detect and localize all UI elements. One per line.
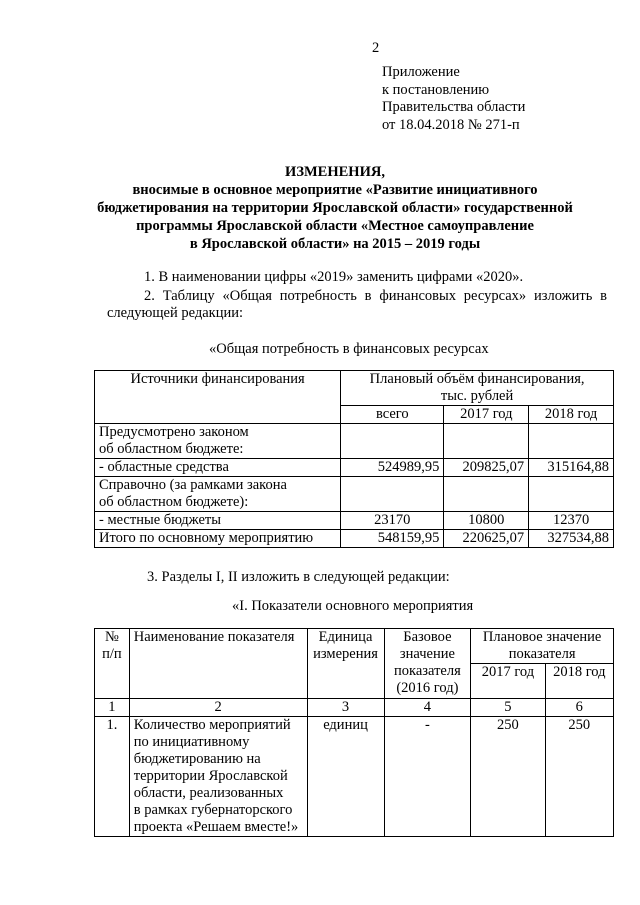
column-number: 1: [95, 699, 130, 717]
title-line: ИЗМЕНЕНИЯ,: [285, 164, 385, 180]
row-label: Итого по основному мероприятию: [95, 530, 341, 548]
row-number: 1.: [95, 717, 130, 837]
paragraph-2-line: следующей редакции:: [107, 305, 244, 321]
cell-2017: 209825,07: [444, 459, 529, 477]
cell-2018: 315164,88: [529, 459, 614, 477]
appendix-line: Приложение: [382, 64, 460, 80]
header-number-line: п/п: [102, 646, 122, 662]
paragraph-2: [107, 288, 607, 322]
cell-total: 524989,95: [341, 459, 444, 477]
indicator-name-line: бюджетированию на: [133, 751, 261, 767]
header-sources: Источники финансирования: [95, 371, 341, 424]
empty-cell: [444, 424, 529, 459]
header-unit-line: Единица: [318, 629, 373, 645]
row-label-line: Справочно (за рамками закона: [99, 477, 287, 493]
header-2018: 2018 год: [545, 664, 613, 699]
empty-cell: [529, 477, 614, 512]
document-title: [80, 164, 590, 254]
cell-total: 23170: [341, 512, 444, 530]
empty-cell: [529, 424, 614, 459]
table-row: [95, 459, 614, 477]
page-number: 2: [372, 40, 380, 56]
header-plan-line: Плановое значение: [482, 629, 602, 645]
title-line: в Ярославской области» на 2015 – 2019 годы: [189, 236, 481, 252]
indicator-unit: единиц: [307, 717, 384, 837]
column-number: 6: [545, 699, 613, 717]
indicator-name: [129, 717, 307, 837]
column-number: 3: [307, 699, 384, 717]
header-planned-unit: тыс. рублей: [440, 388, 514, 404]
table-row: [95, 530, 614, 548]
indicator-name-line: области, реализованных: [133, 785, 284, 801]
indicator-base: -: [384, 717, 471, 837]
header-name: Наименование показателя: [129, 629, 307, 699]
header-base-line: значение: [399, 646, 455, 662]
header-base-line: (2016 год): [396, 680, 459, 696]
table-row: [95, 512, 614, 530]
table-row: [95, 717, 614, 837]
appendix-line: Правительства области: [382, 99, 526, 115]
cell-2017: 220625,07: [444, 530, 529, 548]
indicators-table: [94, 628, 614, 837]
appendix-line: к постановлению: [382, 81, 490, 98]
empty-cell: [341, 477, 444, 512]
row-label: [95, 477, 341, 512]
finance-table: [94, 370, 614, 548]
indicator-name-line: по инициативному: [133, 734, 250, 750]
empty-cell: [444, 477, 529, 512]
indicator-name-line: территории Ярославской: [133, 768, 288, 784]
header-number-line: №: [104, 629, 119, 645]
paragraph-2-line: 2. Таблицу «Общая потребность в финансовых ресурсах» изложить в: [144, 288, 607, 304]
row-label-line: об областном бюджете):: [99, 494, 249, 510]
header-2018: 2018 год: [529, 406, 614, 424]
column-number: 5: [471, 699, 545, 717]
header-base-line: Базовое: [403, 629, 452, 645]
row-label: [95, 424, 341, 459]
header-planned: [341, 371, 614, 406]
table-caption-finance: «Общая потребность в финансовых ресурсах: [209, 341, 489, 357]
header-2017: 2017 год: [471, 664, 545, 699]
column-number: 4: [384, 699, 471, 717]
indicator-name-line: Количество мероприятий: [133, 717, 291, 733]
header-base: [384, 629, 471, 699]
title-line: программы Ярославской области «Местное самоуправление: [136, 218, 534, 234]
paragraph-1-text: 1. В наименовании цифры «2019» заменить цифрами «2020».: [144, 269, 524, 285]
indicator-name-line: в рамках губернаторского: [133, 802, 293, 818]
cell-total: 548159,95: [341, 530, 444, 548]
empty-cell: [341, 424, 444, 459]
header-plan: [471, 629, 614, 664]
cell-2017: 10800: [444, 512, 529, 530]
cell-2018: 12370: [529, 512, 614, 530]
header-planned-text: Плановый объём финансирования,: [369, 371, 585, 387]
header-unit: [307, 629, 384, 699]
indicator-name-line: проекта «Решаем вместе!»: [133, 819, 299, 835]
row-label: - областные средства: [95, 459, 341, 477]
table-caption-indicators: «I. Показатели основного мероприятия: [232, 598, 474, 614]
cell-2018: 327534,88: [529, 530, 614, 548]
indicator-2018: 250: [545, 717, 613, 837]
indicator-2017: 250: [471, 717, 545, 837]
row-label-line: об областном бюджете:: [99, 441, 244, 457]
header-plan-line: показателя: [508, 646, 576, 662]
title-line: вносимые в основное мероприятие «Развитие инициативного: [132, 182, 538, 198]
row-label: - местные бюджеты: [95, 512, 341, 530]
appendix-line: от 18.04.2018 № 271-п: [382, 116, 520, 133]
column-number: 2: [129, 699, 307, 717]
table-row: [95, 424, 614, 459]
header-base-line: показателя: [394, 663, 461, 679]
title-line: бюджетирования на территории Ярославской области» государственной: [97, 200, 573, 216]
header-number: [95, 629, 130, 699]
paragraph-3: 3. Разделы I, II изложить в следующей редакции:: [147, 569, 450, 585]
header-unit-line: измерения: [313, 646, 378, 662]
table-row: [95, 477, 614, 512]
paragraph-1: [107, 269, 607, 286]
column-numbers-row: [95, 699, 614, 717]
header-total: всего: [341, 406, 444, 424]
row-label-line: Предусмотрено законом: [99, 424, 249, 440]
header-2017: 2017 год: [444, 406, 529, 424]
appendix-header: [382, 64, 622, 134]
